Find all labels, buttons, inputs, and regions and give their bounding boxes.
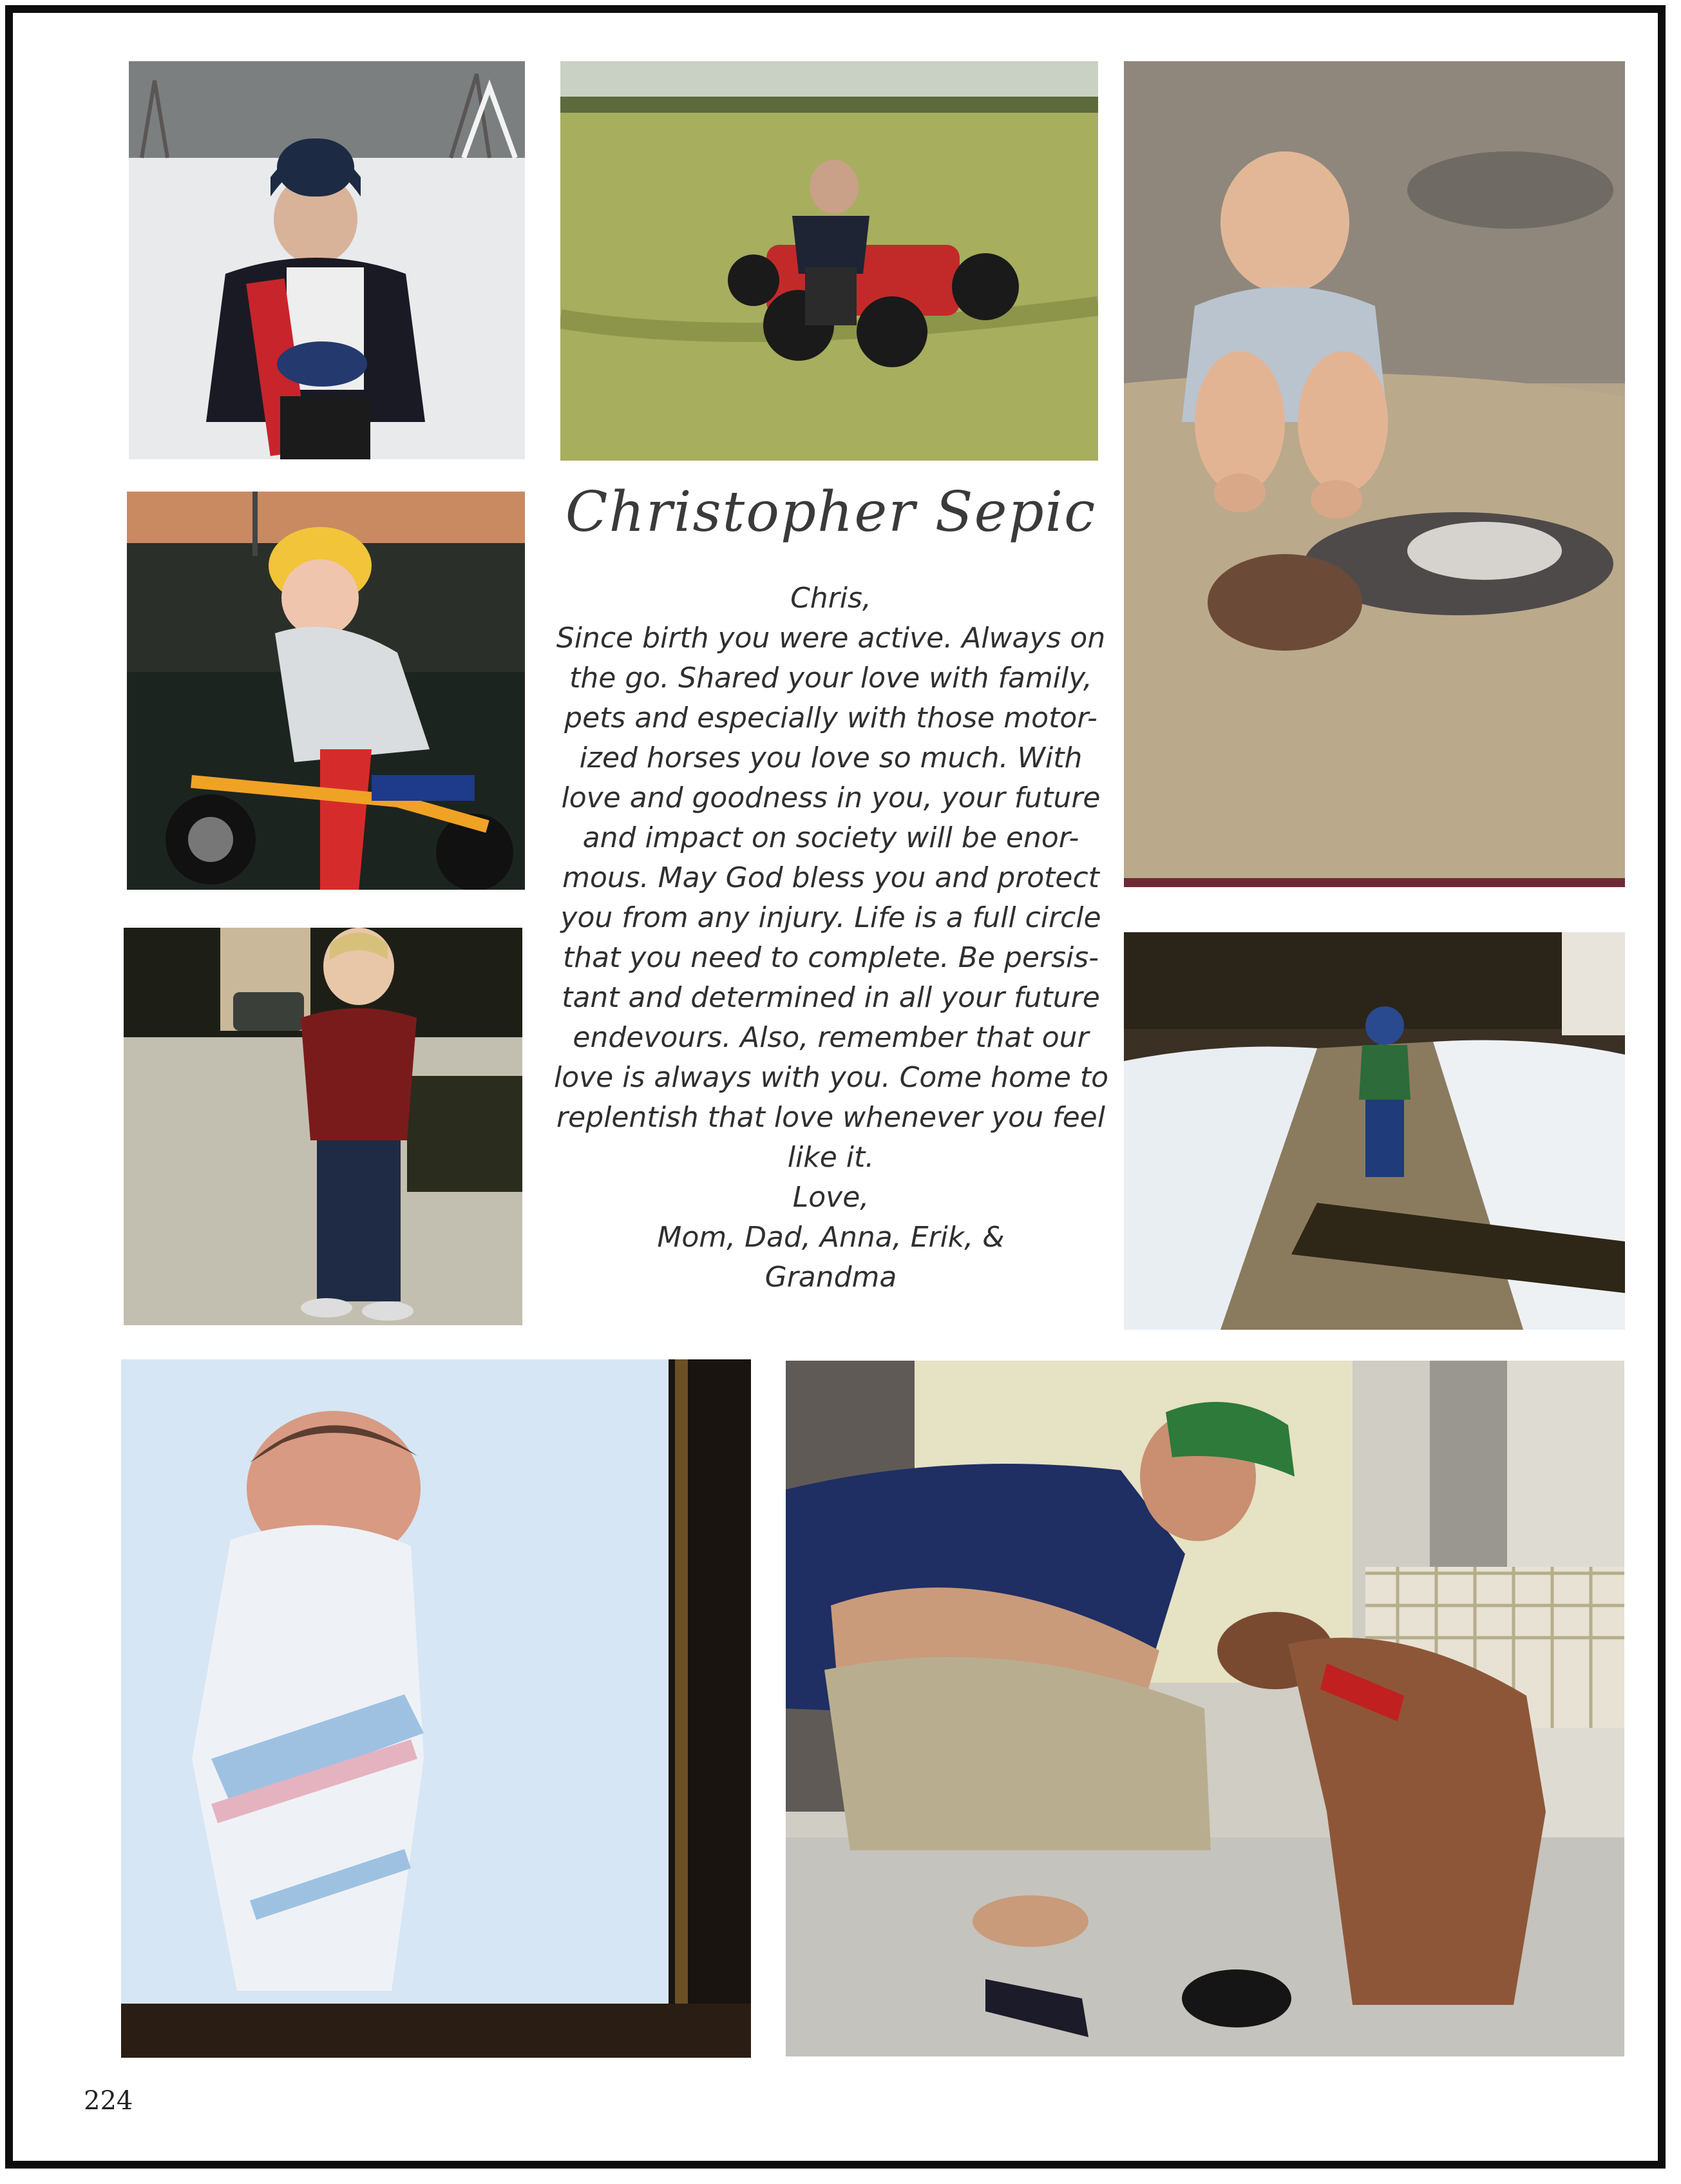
photo-toddler-driveway [124,928,522,1325]
letter-line: love and goodness in you, your future [561,781,1101,814]
photo-toddler-tricycle [127,492,525,890]
photo-toddler-snowy-sidewalk [1124,932,1625,1330]
letter-line: Since birth you were active. Always on [556,622,1106,655]
letter-signature: Grandma [765,1261,897,1294]
letter-line: love is always with you. Come home to [554,1061,1109,1094]
letter-line: tant and determined in all your future [562,981,1100,1014]
page-number: 224 [84,2086,133,2116]
letter-line: and impact on society will be enor- [582,821,1079,854]
letter-line: endevours. Also, remember that our [573,1021,1089,1054]
letter-line: replentish that love whenever you feel [556,1101,1105,1134]
tribute-letter [554,579,1108,1298]
letter-line: mous. May God bless you and protect [562,861,1099,894]
letter-closing: Love, [792,1181,869,1214]
letter-line: pets and especially with those motor- [564,702,1097,734]
photo-child-skiing [129,61,525,459]
photo-atv-field [560,61,1098,461]
photo-toddler-with-dog [1124,61,1625,887]
letter-line: you from any injury. Life is a full circle [560,901,1101,934]
photo-newborn-baby [121,1359,751,2058]
page-title: Christopher Sepic [565,480,1097,544]
letter-line: ized horses you love so much. With [579,742,1083,774]
photo-young-man-with-dogs [786,1361,1624,2056]
letter-salutation: Chris, [790,582,871,615]
letter-line: the go. Shared your love with family, [569,662,1092,694]
letter-line: like it. [787,1141,875,1174]
letter-signature: Mom, Dad, Anna, Erik, & [657,1221,1005,1254]
letter-line: that you need to complete. Be persis- [562,941,1099,974]
